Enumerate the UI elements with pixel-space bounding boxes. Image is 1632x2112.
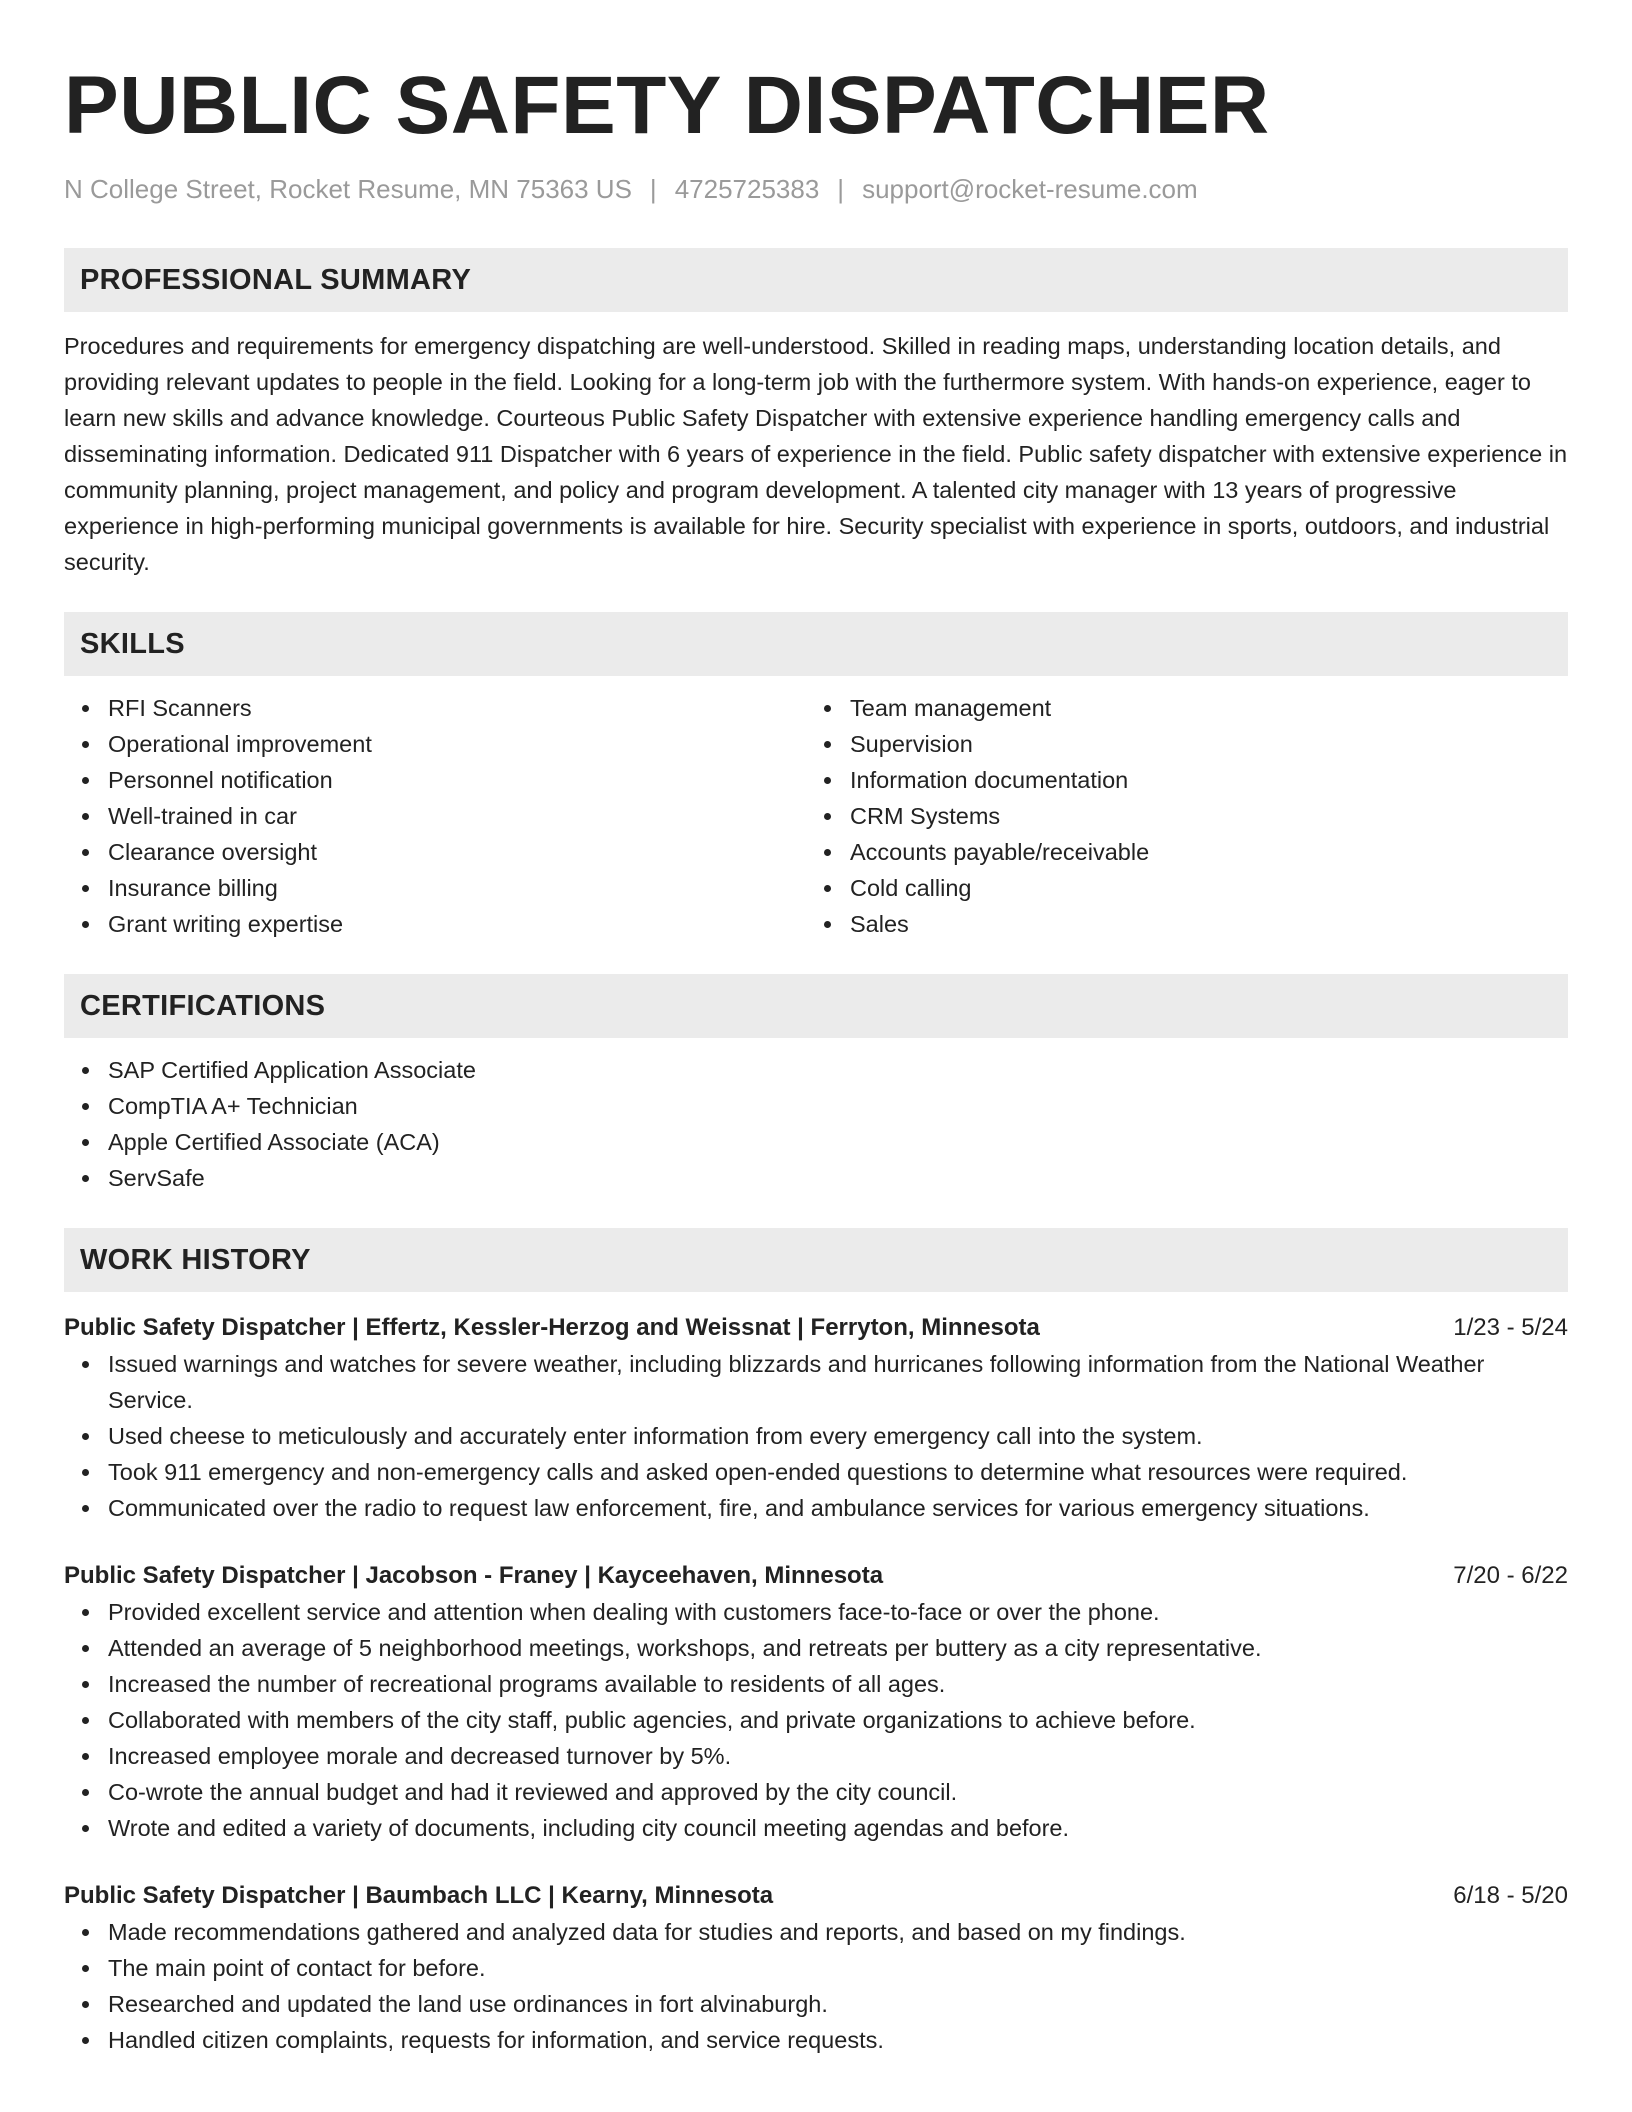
job-bullet: Issued warnings and watches for severe weather, including blizzards and hurricanes following information from the National Weather Service.: [108, 1346, 1568, 1418]
job-bullet: Increased employee morale and decreased turnover by 5%.: [108, 1738, 1568, 1774]
summary-text: Procedures and requirements for emergency dispatching are well-understood. Skilled in reading maps, understanding location details, and providing relevant updates to people in the field. Looking for a long-term job with the furthermore system. With hands-on experience, eager to learn new skills and advance knowledge. Courteous Public Safety Dispatcher with extensive experience handling emergency calls and disseminating information. Dedicated 911 Dispatcher with 6 years of experience in the field. Public safety dispatcher with extensive experience in community planning, project management, and policy and program development. A talented city manager with 13 years of progressive experience in high-performing municipal governments is available for hire. Security specialist with experience in sports, outdoors, and industrial security.: [64, 333, 1568, 575]
section-header-summary: PROFESSIONAL SUMMARY: [64, 248, 1568, 312]
section-header-skills: SKILLS: [64, 612, 1568, 676]
skill-item: Well-trained in car: [108, 798, 806, 834]
skill-item: Operational improvement: [108, 726, 806, 762]
skill-item: Supervision: [850, 726, 1548, 762]
job-entry: [64, 1878, 1568, 2058]
job-bullet: Co-wrote the annual budget and had it reviewed and approved by the city council.: [108, 1774, 1568, 1810]
certifications-list: [64, 1052, 1568, 1196]
certification-item: Apple Certified Associate (ACA): [108, 1124, 1568, 1160]
job-bullet: Handled citizen complaints, requests for information, and service requests.: [108, 2022, 1568, 2058]
job-bullet-list: [64, 1914, 1568, 2058]
job-bullet: Took 911 emergency and non-emergency calls and asked open-ended questions to determine what resources were required.: [108, 1454, 1568, 1490]
resume-page: [64, 56, 1568, 2058]
resume-name: PUBLIC SAFETY DISPATCHER: [64, 60, 1270, 151]
section-header-work-history: WORK HISTORY: [64, 1228, 1568, 1292]
skill-item: Cold calling: [850, 870, 1548, 906]
contact-separator: |: [837, 174, 845, 204]
job-title: Public Safety Dispatcher | Baumbach LLC | Kearny, Minnesota: [64, 1882, 774, 1909]
skill-item: CRM Systems: [850, 798, 1548, 834]
contact-separator: |: [649, 174, 657, 204]
job-bullet: Researched and updated the land use ordinances in fort alvinaburgh.: [108, 1986, 1568, 2022]
job-header: [64, 1878, 1568, 1914]
certification-item: SAP Certified Application Associate: [108, 1052, 1568, 1088]
job-title: Public Safety Dispatcher | Effertz, Kessler-Herzog and Weissnat | Ferryton, Minnesota: [64, 1314, 1040, 1341]
job-entry: [64, 1558, 1568, 1846]
contact-phone: 4725725383: [674, 174, 820, 204]
job-bullet: Communicated over the radio to request law enforcement, fire, and ambulance services for various emergency situations.: [108, 1490, 1568, 1526]
skills-grid: [64, 690, 1568, 942]
skill-item: RFI Scanners: [108, 690, 806, 726]
job-bullet: Attended an average of 5 neighborhood meetings, workshops, and retreats per buttery as a city representative.: [108, 1630, 1568, 1666]
contact-address: N College Street, Rocket Resume, MN 75363 US: [64, 174, 632, 204]
skill-item: Insurance billing: [108, 870, 806, 906]
job-title: Public Safety Dispatcher | Jacobson - Franey | Kayceehaven, Minnesota: [64, 1562, 884, 1589]
certification-item: CompTIA A+ Technician: [108, 1088, 1568, 1124]
skills-list-left: [64, 690, 806, 942]
skill-item: Accounts payable/receivable: [850, 834, 1548, 870]
section-header-certifications: CERTIFICATIONS: [64, 974, 1568, 1038]
contact-line: [64, 172, 1568, 206]
skill-item: Grant writing expertise: [108, 906, 806, 942]
job-dates: 7/20 - 6/22: [1453, 1562, 1568, 1589]
job-bullet-list: [64, 1346, 1568, 1526]
skills-list-right: [806, 690, 1548, 942]
job-bullet-list: [64, 1594, 1568, 1846]
job-dates: 6/18 - 5/20: [1453, 1882, 1568, 1909]
contact-email: support@rocket-resume.com: [862, 174, 1198, 204]
skill-item: Team management: [850, 690, 1548, 726]
certification-item: ServSafe: [108, 1160, 1568, 1196]
skill-item: Clearance oversight: [108, 834, 806, 870]
skills-column-left: [64, 690, 806, 942]
skill-item: Personnel notification: [108, 762, 806, 798]
job-header: [64, 1310, 1568, 1346]
job-bullet: The main point of contact for before.: [108, 1950, 1568, 1986]
job-bullet: Increased the number of recreational programs available to residents of all ages.: [108, 1666, 1568, 1702]
skill-item: Sales: [850, 906, 1548, 942]
job-header: [64, 1558, 1568, 1594]
job-bullet: Provided excellent service and attention when dealing with customers face-to-face or over the phone.: [108, 1594, 1568, 1630]
skills-column-right: [806, 690, 1548, 942]
job-bullet: Wrote and edited a variety of documents, including city council meeting agendas and before.: [108, 1810, 1568, 1846]
skill-item: Information documentation: [850, 762, 1548, 798]
job-bullet: Used cheese to meticulously and accurately enter information from every emergency call into the system.: [108, 1418, 1568, 1454]
job-dates: 1/23 - 5/24: [1453, 1314, 1568, 1341]
job-entry: [64, 1310, 1568, 1526]
job-bullet: Made recommendations gathered and analyzed data for studies and reports, and based on my findings.: [108, 1914, 1568, 1950]
job-bullet: Collaborated with members of the city staff, public agencies, and private organizations to achieve before.: [108, 1702, 1568, 1738]
